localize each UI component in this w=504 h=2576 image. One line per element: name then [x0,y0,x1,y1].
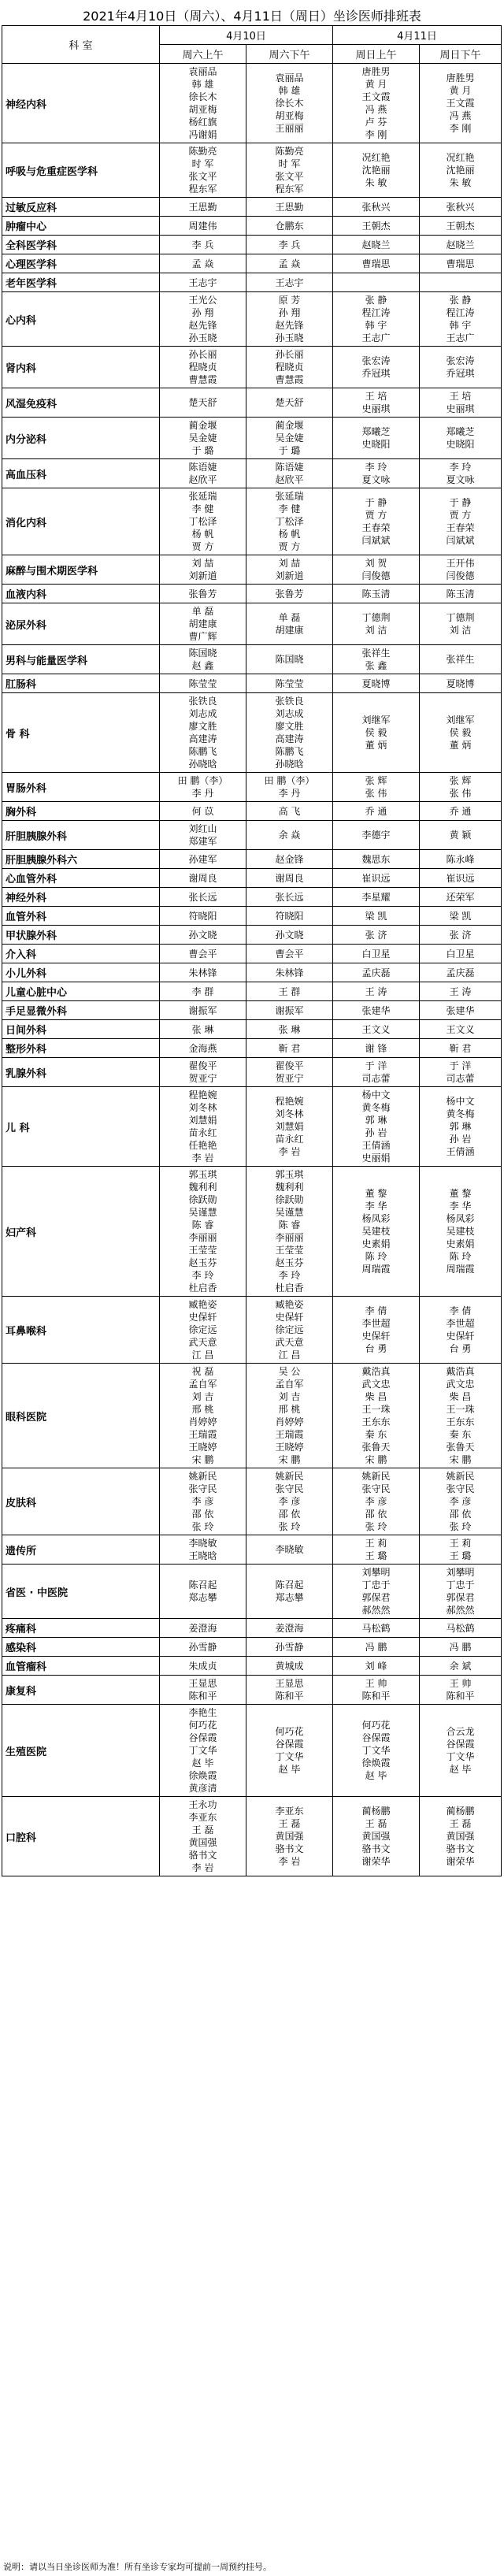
table-row [2,488,502,555]
department-cell: 手足显微外科 [2,1001,160,1020]
doctor-cell: 张宏涛 乔冠琪 [333,347,420,388]
doctor-cell: 孟 焱 [246,254,333,273]
doctor-cell: 李星耀 [333,888,420,907]
doctor-cell: 张祥生 张 鑫 [333,645,420,674]
doctor-cell: 董 黎 李 华 杨凤彩 吴建枝 史素娟 陈 玲 周瑞霞 [333,1167,420,1297]
doctor-cell: 刘 喆 刘新道 [160,555,246,585]
schedule-table [2,25,502,1876]
doctor-cell: 孟庆磊 [420,963,502,982]
table-row [2,674,502,693]
doctor-cell: 张祥生 [420,645,502,674]
doctor-cell: 李亚东 王 磊 黄国强 骆书文 李 岩 [246,1797,333,1876]
doctor-cell: 王光公 孙 翔 赵先锋 孙玉晓 [160,292,246,347]
header-day1: 4月10日 [160,26,333,45]
doctor-cell: 张铁良 刘志成 廖文胜 高建涛 陈鹏飞 孙晓晗 [160,693,246,773]
table-row [2,926,502,945]
doctor-cell: 赵金锋 [246,850,333,869]
department-cell: 风湿免疫科 [2,388,160,418]
table-row [2,388,502,418]
doctor-cell: 祝 磊 孟自军 刘 吉 邢 桃 肖婷婷 王瑞霞 王晓婷 宋 鹏 [160,1364,246,1468]
doctor-cell: 黄 颖 [420,821,502,850]
doctor-cell: 王显思 陈和平 [246,1676,333,1705]
department-cell: 肛肠科 [2,674,160,693]
doctor-cell: 王永功 李亚东 王 磊 黄国强 骆书文 李 岩 [160,1797,246,1876]
doctor-cell: 张鲁芳 [160,585,246,603]
department-cell: 过敏反应科 [2,198,160,217]
table-row [2,1020,502,1039]
department-cell: 麻醉与围术期医学科 [2,555,160,585]
department-cell: 血液内科 [2,585,160,603]
doctor-cell: 张 静 程江涛 韩 宇 王志广 [420,292,502,347]
doctor-cell: 孙文晓 [246,926,333,945]
department-cell: 小儿外科 [2,963,160,982]
doctor-cell: 李 玲 夏文咏 [420,459,502,488]
doctor-cell: 靳 君 [246,1039,333,1058]
doctor-cell: 唐胜男 黄 月 王文霞 冯 燕 李 刚 [420,64,502,143]
doctor-cell: 郭玉琪 魏利利 徐跃勋 吴谨慧 陈 睿 李丽丽 王莹莹 赵玉芬 李 玲 杜启香 [160,1167,246,1297]
doctor-cell: 谢 锋 [333,1039,420,1058]
doctor-cell: 于 洋 司志蕾 [420,1058,502,1087]
doctor-cell: 赵晓兰 [420,236,502,254]
department-cell: 心理医学科 [2,254,160,273]
department-cell: 整形外科 [2,1039,160,1058]
header-slot: 周日上午 [333,45,420,64]
table-row [2,347,502,388]
doctor-cell: 符晓阳 [160,907,246,926]
doctor-cell: 张建华 [420,1001,502,1020]
department-cell: 省医 · 中医院 [2,1565,160,1619]
doctor-cell: 于 静 贾 方 王春荣 闫斌斌 [333,488,420,555]
doctor-cell: 张长远 [160,888,246,907]
department-cell: 呼吸与危重症医学科 [2,143,160,198]
doctor-cell: 孙雪静 [246,1638,333,1657]
doctor-cell: 魏思东 [333,850,420,869]
doctor-cell: 梁 凯 [333,907,420,926]
table-row [2,802,502,821]
department-cell: 肝胆胰腺外科六 [2,850,160,869]
doctor-cell: 陈永峰 [420,850,502,869]
doctor-cell: 冯 鹏 [333,1638,420,1657]
department-cell: 生殖医院 [2,1705,160,1797]
doctor-cell: 张 琳 [246,1020,333,1039]
table-row [2,585,502,603]
table-row [2,198,502,217]
doctor-cell: 郑曦芝 史晓阳 [333,418,420,459]
doctor-cell: 于 洋 司志蕾 [333,1058,420,1087]
department-cell: 甲状腺外科 [2,926,160,945]
doctor-cell: 李晓敏 [246,1535,333,1565]
doctor-cell: 王 涛 [420,982,502,1001]
table-row [2,1676,502,1705]
department-cell: 眼科医院 [2,1364,160,1468]
doctor-cell: 翟俊平 贺亚宁 [160,1058,246,1087]
department-cell: 疼痛科 [2,1619,160,1638]
doctor-cell: 刘 峰 [333,1657,420,1676]
department-cell: 耳鼻喉科 [2,1297,160,1364]
table-row [2,982,502,1001]
table-row [2,1705,502,1797]
doctor-cell: 于 静 贾 方 王春荣 闫斌斌 [420,488,502,555]
doctor-cell: 李 群 [160,982,246,1001]
table-row [2,143,502,198]
table-row [2,1087,502,1167]
doctor-cell: 何巧花 谷保霞 丁文华 赵 毕 [246,1705,333,1797]
doctor-cell: 程艳婉 刘冬林 刘慧娟 苗永红 任艳艳 李 岩 [160,1087,246,1167]
doctor-cell: 李 玲 夏文咏 [333,459,420,488]
header-slot: 周六下午 [246,45,333,64]
table-row [2,773,502,802]
doctor-cell: 王志宇 [160,273,246,292]
doctor-cell: 姚新民 张守民 李 彦 邵 依 张 玲 [420,1468,502,1535]
table-row [2,1797,502,1876]
doctor-cell: 曹会平 [246,945,333,963]
doctor-cell: 陈语婕 赵欣平 [160,459,246,488]
doctor-cell: 袁丽品 韩 雄 徐长木 胡亚梅 王丽丽 [246,64,333,143]
doctor-cell: 孟庆磊 [333,963,420,982]
department-cell: 口腔科 [2,1797,160,1876]
table-row [2,963,502,982]
doctor-cell: 曹瑞思 [420,254,502,273]
doctor-cell: 王 帅 陈和平 [333,1676,420,1705]
doctor-cell: 郑曦芝 史晓阳 [420,418,502,459]
table-row [2,1468,502,1535]
doctor-cell: 丁德荆 刘 洁 [420,603,502,645]
department-cell: 血管外科 [2,907,160,926]
header-day2: 4月11日 [333,26,502,45]
doctor-cell: 何巧花 谷保霞 丁文华 徐焕霞 赵 毕 [333,1705,420,1797]
table-row [2,236,502,254]
doctor-cell: 姚新民 张守民 李 彦 邵 依 张 玲 [246,1468,333,1535]
table-row [2,254,502,273]
doctor-cell: 高 飞 [246,802,333,821]
doctor-cell: 丁德荆 刘 洁 [333,603,420,645]
doctor-cell: 刘攀明 丁忠于 郭保君 郝然然 [420,1565,502,1619]
doctor-cell: 张长远 [246,888,333,907]
doctor-cell: 黄城成 [246,1657,333,1676]
department-cell: 高血压科 [2,459,160,488]
doctor-cell: 郭玉琪 魏利利 徐跃勋 吴谨慧 陈 睿 李丽丽 王莹莹 赵玉芬 李 玲 杜启香 [246,1167,333,1297]
table-row [2,1364,502,1468]
doctor-cell: 王 莉 王 璐 [420,1535,502,1565]
doctor-cell: 王开伟 闫俊德 [420,555,502,585]
doctor-cell: 程艳婉 刘冬林 刘慧娟 苗永红 李 岩 [246,1087,333,1167]
table-row [2,1657,502,1676]
doctor-cell: 蔺金堰 吴金婕 于 璐 [160,418,246,459]
doctor-cell: 王思勤 [246,198,333,217]
table-row [2,888,502,907]
table-row [2,1638,502,1657]
department-cell: 肿瘤中心 [2,217,160,236]
doctor-cell: 张秋兴 [333,198,420,217]
doctor-cell: 李 兵 [246,236,333,254]
table-row [2,418,502,459]
doctor-cell: 蔺杨鹏 王 磊 黄国强 骆书文 谢荣华 [333,1797,420,1876]
doctor-cell: 王 涛 [333,982,420,1001]
department-cell: 乳腺外科 [2,1058,160,1087]
doctor-cell: 李 兵 [160,236,246,254]
doctor-cell: 仓鹏东 [246,217,333,236]
table-row [2,693,502,773]
table-row [2,1039,502,1058]
doctor-cell: 夏晓博 [420,674,502,693]
doctor-cell: 陈莹莹 [246,674,333,693]
doctor-cell: 谢振军 [246,1001,333,1020]
doctor-cell: 陈莹莹 [160,674,246,693]
table-row [2,273,502,292]
doctor-cell: 马松鹤 [333,1619,420,1638]
doctor-cell: 张宏涛 乔冠琪 [420,347,502,388]
doctor-cell: 冯 鹏 [420,1638,502,1657]
doctor-cell: 王思勤 [160,198,246,217]
doctor-cell: 王志宇 [246,273,333,292]
doctor-cell: 张 琳 [160,1020,246,1039]
department-cell: 日间外科 [2,1020,160,1039]
doctor-cell: 王文义 [420,1020,502,1039]
table-row [2,907,502,926]
doctor-cell: 陈国晓 赵 鑫 [160,645,246,674]
doctor-cell: 刘继军 侯 毅 董 炳 [333,693,420,773]
doctor-cell: 孙长丽 程晓贞 曹慧霞 [246,347,333,388]
doctor-cell: 赵晓兰 [333,236,420,254]
doctor-cell: 余 斌 [420,1657,502,1676]
department-cell: 胃肠外科 [2,773,160,802]
doctor-cell: 臧艳姿 史保轩 徐定远 武天意 江 昌 [160,1297,246,1364]
department-cell: 康复科 [2,1676,160,1705]
doctor-cell: 张 辉 张 伟 [420,773,502,802]
doctor-cell: 陈玉清 [420,585,502,603]
doctor-cell: 田 鹏（李） 李 丹 [160,773,246,802]
doctor-cell: 乔 通 [333,802,420,821]
doctor-cell: 王 群 [246,982,333,1001]
doctor-cell: 戴浩真 武文忠 柴 昌 王一珠 王东东 秦 东 张鲁天 宋 鹏 [333,1364,420,1468]
doctor-cell: 白卫星 [420,945,502,963]
doctor-cell: 姜澄海 [160,1619,246,1638]
doctor-cell: 孙雪静 [160,1638,246,1657]
doctor-cell: 臧艳姿 史保轩 徐定远 武天意 江 昌 [246,1297,333,1364]
department-cell: 儿 科 [2,1087,160,1167]
table-row [2,821,502,850]
doctor-cell: 崔识远 [333,869,420,888]
department-cell: 肝胆胰腺外科 [2,821,160,850]
doctor-cell: 况红艳 沈艳丽 朱 敏 [333,143,420,198]
department-cell: 心血管外科 [2,869,160,888]
doctor-cell: 谢振军 [160,1001,246,1020]
department-cell: 儿童心脏中心 [2,982,160,1001]
department-cell: 内分泌科 [2,418,160,459]
doctor-cell: 陈召起 郑志攀 [160,1565,246,1619]
department-cell: 泌尿外科 [2,603,160,645]
table-row [2,850,502,869]
doctor-cell: 杨中文 黄冬梅 郭 琳 孙 岩 王倩涵 [420,1087,502,1167]
table-row [2,1535,502,1565]
doctor-cell: 唐胜男 黄 月 王文霞 冯 燕 卢 芬 李 刚 [333,64,420,143]
doctor-cell: 陈勤亮 时 军 张文平 程东军 [160,143,246,198]
doctor-cell: 马松鹤 [420,1619,502,1638]
doctor-cell: 王显思 陈和平 [160,1676,246,1705]
doctor-cell: 姚新民 张守民 李 彦 邵 依 张 玲 [333,1468,420,1535]
table-row [2,603,502,645]
table-row [2,64,502,143]
doctor-cell: 刘 贺 闫俊德 [333,555,420,585]
department-cell: 妇产科 [2,1167,160,1297]
department-cell: 男科与能量医学科 [2,645,160,674]
doctor-cell: 刘攀明 丁忠于 郭保君 郝然然 [333,1565,420,1619]
doctor-cell: 谢周良 [246,869,333,888]
doctor-cell: 乔 通 [420,802,502,821]
table-row [2,1001,502,1020]
department-cell: 介入科 [2,945,160,963]
doctor-cell: 朱林锋 [160,963,246,982]
department-cell: 神经内科 [2,64,160,143]
department-cell: 胸外科 [2,802,160,821]
doctor-cell: 余 焱 [246,821,333,850]
doctor-cell: 单 磊 胡建康 曹广辉 [160,603,246,645]
doctor-cell: 李德宇 [333,821,420,850]
department-cell: 血管瘤科 [2,1657,160,1676]
doctor-cell: 董 黎 李 华 杨凤彩 吴建枝 史素娟 陈 玲 周瑞霞 [420,1167,502,1297]
doctor-cell: 张延瑞 李 健 丁松泽 杨 帆 贾 方 [160,488,246,555]
doctor-cell: 戴浩真 武文忠 柴 昌 王一珠 王东东 秦 东 张鲁天 宋 鹏 [420,1364,502,1468]
doctor-cell: 原 芳 孙 翔 赵先锋 孙玉晓 [246,292,333,347]
table-row [2,292,502,347]
doctor-cell: 曹会平 [160,945,246,963]
table-row [2,1565,502,1619]
header-dept: 科 室 [2,26,160,64]
doctor-cell: 姜澄海 [246,1619,333,1638]
doctor-cell: 王 培 史丽琪 [333,388,420,418]
header-row-dates [2,26,502,45]
doctor-cell: 蔺金堰 吴金婕 于 璐 [246,418,333,459]
doctor-cell: 靳 君 [420,1039,502,1058]
doctor-cell: 陈国晓 [246,645,333,674]
doctor-cell: 崔识远 [420,869,502,888]
table-row [2,645,502,674]
table-row [2,1058,502,1087]
doctor-cell: 李 倩 李世超 史保轩 台 勇 [333,1297,420,1364]
table-row [2,869,502,888]
doctor-cell: 孟 焱 [160,254,246,273]
department-cell: 骨 科 [2,693,160,773]
doctor-cell: 张 静 程江涛 韩 宇 王志广 [333,292,420,347]
doctor-cell: 杨中文 黄冬梅 郭 琳 孙 岩 王倩涵 史丽娟 [333,1087,420,1167]
doctor-cell: 单 磊 胡建康 [246,603,333,645]
doctor-cell: 刘继军 侯 毅 董 炳 [420,693,502,773]
doctor-cell: 李 倩 李世超 史保轩 台 勇 [420,1297,502,1364]
header-slot: 周六上午 [160,45,246,64]
footer-note: 说明：请以当日坐诊医师为准！所有坐诊专家均可提前一周预约挂号。 [3,2562,272,2572]
doctor-cell: 周建伟 [160,217,246,236]
doctor-cell: 张铁良 刘志成 廖文胜 高建涛 陈鹏飞 孙晓晗 [246,693,333,773]
doctor-cell: 王文义 [333,1020,420,1039]
department-cell: 遗传所 [2,1535,160,1565]
doctor-cell [420,273,502,292]
doctor-cell: 翟俊平 贺亚宁 [246,1058,333,1087]
doctor-cell: 孙文晓 [160,926,246,945]
doctor-cell: 王 莉 王 璐 [333,1535,420,1565]
doctor-cell: 张建华 [333,1001,420,1020]
doctor-cell: 曹瑞思 [333,254,420,273]
department-cell: 心内科 [2,292,160,347]
doctor-cell: 楚天舒 [160,388,246,418]
doctor-cell: 朱成贞 [160,1657,246,1676]
doctor-cell: 陈召起 郑志攀 [246,1565,333,1619]
doctor-cell: 合云龙 谷保霞 丁文华 赵 毕 [420,1705,502,1797]
doctor-cell: 楚天舒 [246,388,333,418]
doctor-cell: 符晓阳 [246,907,333,926]
table-row [2,555,502,585]
doctor-cell: 吴 公 孟自军 刘 吉 邢 桃 肖婷婷 王瑞霞 王晓婷 宋 鹏 [246,1364,333,1468]
doctor-cell: 王 培 史丽琪 [420,388,502,418]
doctor-cell: 陈玉清 [333,585,420,603]
doctor-cell: 白卫星 [333,945,420,963]
doctor-cell: 张秋兴 [420,198,502,217]
doctor-cell: 刘红山 郑建军 [160,821,246,850]
department-cell: 老年医学科 [2,273,160,292]
table-row [2,1619,502,1638]
doctor-cell: 夏晓博 [333,674,420,693]
department-cell: 全科医学科 [2,236,160,254]
doctor-cell: 张 辉 张 伟 [333,773,420,802]
department-cell: 消化内科 [2,488,160,555]
doctor-cell: 金海燕 [160,1039,246,1058]
department-cell: 皮肤科 [2,1468,160,1535]
doctor-cell: 李艳生 何巧花 谷保霞 丁文华 赵 毕 徐焕霞 黄彦清 [160,1705,246,1797]
doctor-cell: 况红艳 沈艳丽 朱 敏 [420,143,502,198]
doctor-cell: 张 济 [420,926,502,945]
doctor-cell: 何 苡 [160,802,246,821]
doctor-cell: 姚新民 张守民 李 彦 邵 依 张 玲 [160,1468,246,1535]
doctor-cell: 谢周良 [160,869,246,888]
doctor-cell: 张延瑞 李 健 丁松泽 杨 帆 贾 方 [246,488,333,555]
doctor-cell: 朱林锋 [246,963,333,982]
doctor-cell: 王 帅 陈和平 [420,1676,502,1705]
department-cell: 感染科 [2,1638,160,1657]
table-row [2,459,502,488]
doctor-cell: 孙长丽 程晓贞 曹慧霞 [160,347,246,388]
page-title: 2021年4月10日（周六）、4月11日（周日）坐诊医师排班表 [83,9,421,24]
doctor-cell [333,273,420,292]
doctor-cell: 刘 喆 刘新道 [246,555,333,585]
header-slot: 周日下午 [420,45,502,64]
table-row [2,217,502,236]
doctor-cell: 张鲁芳 [246,585,333,603]
doctor-cell: 孙建军 [160,850,246,869]
doctor-cell: 王朝杰 [420,217,502,236]
department-cell: 神经外科 [2,888,160,907]
doctor-cell: 田 鹏（李） 李 丹 [246,773,333,802]
table-row [2,1297,502,1364]
doctor-cell: 蔺杨鹏 王 磊 黄国强 骆书文 谢荣华 [420,1797,502,1876]
doctor-cell: 王朝杰 [333,217,420,236]
doctor-cell: 陈语婕 赵欣平 [246,459,333,488]
doctor-cell: 陈勤亮 时 军 张文平 程东军 [246,143,333,198]
doctor-cell: 还荣军 [420,888,502,907]
doctor-cell: 李晓敏 王晓晗 [160,1535,246,1565]
doctor-cell: 张 济 [333,926,420,945]
table-row [2,1167,502,1297]
doctor-cell: 袁丽品 韩 雄 徐长木 胡亚梅 杨红旗 冯谢娟 [160,64,246,143]
department-cell: 肾内科 [2,347,160,388]
table-row [2,945,502,963]
doctor-cell: 梁 凯 [420,907,502,926]
